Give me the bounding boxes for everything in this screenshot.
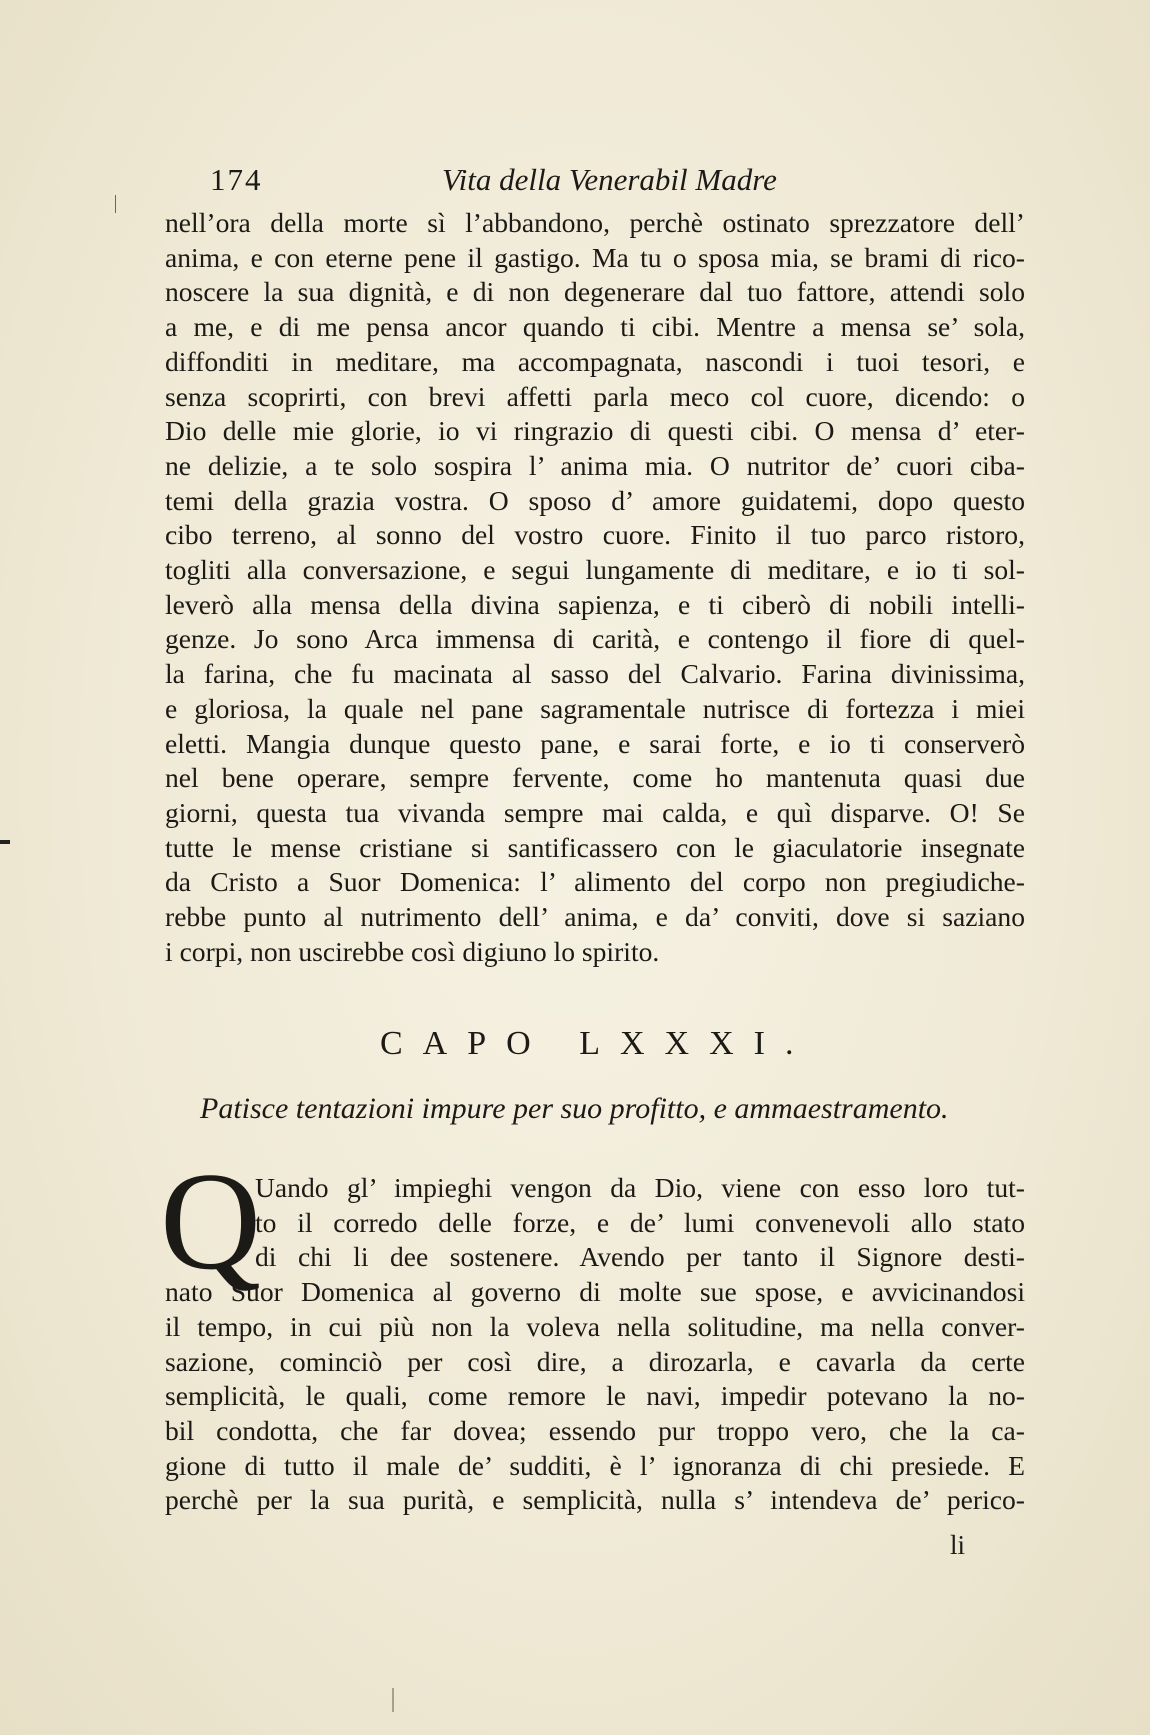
text-line: nel bene operare, sempre fervente, come ho mantenuta quasi due bbox=[165, 762, 1025, 794]
drop-cap: Q bbox=[160, 1144, 262, 1299]
text-line: nell’ora della morte sì l’abbandono, perchè ostinato sprezzatore dell’ bbox=[165, 207, 1025, 238]
text-line: togliti alla conversazione, e segui lungamente di meditare, e io ti sol- bbox=[165, 554, 1025, 586]
text-line: leverò alla mensa della divina sapienza, e ti ciberò di nobili intelli- bbox=[165, 588, 1025, 620]
text-line: eletti. Mangia dunque questo pane, e sarai forte, e io ti conserverò bbox=[165, 727, 1025, 759]
chapter-summary: Patisce tentazioni impure per suo profitto, e ammaestramento. bbox=[200, 1092, 949, 1125]
text-line: Dio delle mie glorie, io vi ringrazio di questi cibi. O mensa d’ eter- bbox=[165, 415, 1025, 447]
chapter-heading: CAPO LXXXI. bbox=[380, 1025, 814, 1062]
margin-mark bbox=[115, 195, 116, 213]
page-number: 174 bbox=[210, 162, 263, 197]
text-line: ne delizie, a te solo sospira l’ anima mia. O nutritor de’ cuori ciba- bbox=[165, 449, 1025, 481]
text-line: Uando gl’ impieghi vengon da Dio, viene con esso loro tut- bbox=[255, 1172, 1025, 1203]
text-line: e gloriosa, la quale nel pane sagramentale nutrisce di fortezza i miei bbox=[165, 692, 1025, 724]
text-line: giorni, questa tua vivanda sempre mai calda, e quì disparve. O! Se bbox=[165, 796, 1025, 828]
text-line: la farina, che fu macinata al sasso del Calvario. Farina divinissima, bbox=[165, 658, 1025, 690]
text-line: diffonditi in meditare, ma accompagnata, nascondi i tuoi tesori, e bbox=[165, 345, 1025, 377]
text-line: cibo terreno, al sonno del vostro cuore. Finito il tuo parco ristoro, bbox=[165, 519, 1025, 551]
text-line: sazione, cominciò per così dire, a dirozarla, e cavarla da certe bbox=[165, 1345, 1025, 1377]
text-line: gione di tutto il male de’ sudditi, è l’ ignoranza di chi presiede. E bbox=[165, 1449, 1025, 1481]
text-line: il tempo, in cui più non la voleva nella solitudine, ma nella conver- bbox=[165, 1310, 1025, 1342]
chapter-paragraph bbox=[165, 1171, 1025, 1518]
text-line: tutte le mense cristiane si santificassero con le giaculatorie insegnate bbox=[165, 831, 1025, 863]
text-line: perchè per la sua purità, e semplicità, nulla s’ intendeva de’ perico- bbox=[165, 1484, 1025, 1516]
page-header bbox=[210, 162, 820, 206]
text-line: da Cristo a Suor Domenica: l’ alimento del corpo non pregiudiche- bbox=[165, 866, 1025, 898]
rule-mark bbox=[392, 1688, 394, 1712]
edge-mark bbox=[0, 840, 10, 844]
text-line: nato Suor Domenica al governo di molte sue spose, e avvicinandosi bbox=[165, 1276, 1025, 1308]
catchword: li bbox=[950, 1530, 966, 1560]
text-line: noscere la sua dignità, e di non degenerare dal tuo fattore, attendi solo bbox=[165, 276, 1025, 308]
running-title: Vita della Venerabil Madre bbox=[442, 162, 777, 197]
text-line: genze. Jo sono Arca immensa di carità, e contengo il fiore di quel- bbox=[165, 623, 1025, 655]
text-line: to il corredo delle forze, e de’ lumi convenevoli allo stato bbox=[255, 1206, 1025, 1238]
text-line: bil condotta, che far dovea; essendo pur troppo vero, che la ca- bbox=[165, 1414, 1025, 1446]
text-line: senza scoprirti, con brevi affetti parla meco col cuore, dicendo: o bbox=[165, 380, 1025, 412]
text-line: i corpi, non uscirebbe così digiuno lo spirito. bbox=[165, 935, 660, 967]
text-line: a me, e di me pensa ancor quando ti cibi. Mentre a mensa se’ sola, bbox=[165, 311, 1025, 343]
text-line: rebbe punto al nutrimento dell’ anima, e da’ conviti, dove si saziano bbox=[165, 901, 1025, 933]
text-line: anima, e con eterne pene il gastigo. Ma tu o sposa mia, se brami di rico- bbox=[165, 241, 1025, 273]
text-line: temi della grazia vostra. O sposo d’ amore guidatemi, dopo questo bbox=[165, 484, 1025, 516]
text-line: semplicità, le quali, come remore le navi, impedir potevano la no- bbox=[165, 1380, 1025, 1412]
text-line: di chi li dee sostenere. Avendo per tanto il Signore desti- bbox=[255, 1241, 1025, 1273]
paragraph-continued bbox=[165, 206, 1025, 969]
